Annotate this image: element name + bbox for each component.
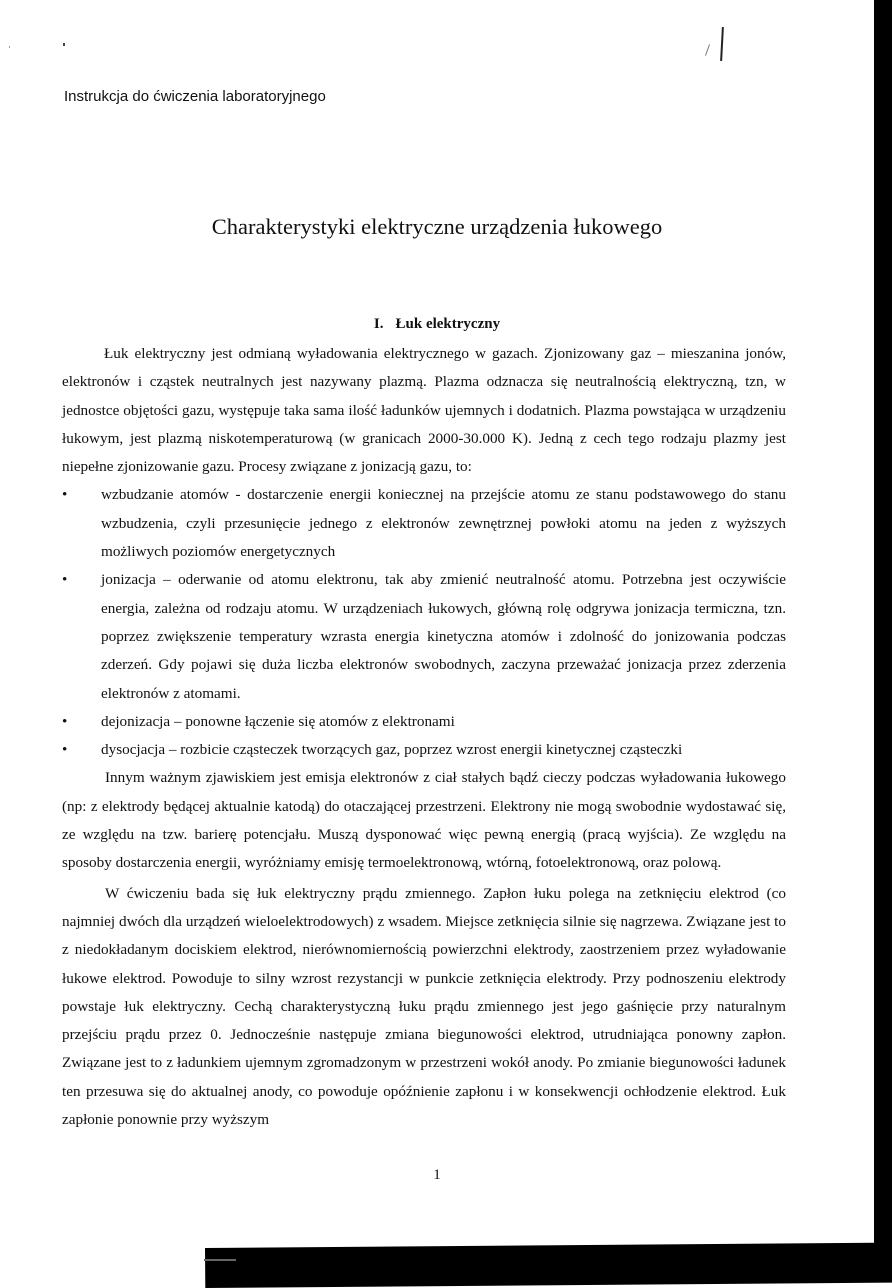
page-number: 1 bbox=[433, 1167, 441, 1183]
bullet-icon: • bbox=[62, 712, 68, 730]
scan-dot bbox=[63, 43, 65, 46]
scan-artifact-mark bbox=[720, 27, 724, 61]
document-title bbox=[0, 214, 874, 240]
document-body bbox=[62, 340, 786, 1134]
list-item-text: dejonizacja – ponowne łączenie się atomów z elektronami bbox=[101, 712, 455, 730]
scan-edge-right bbox=[874, 0, 892, 1261]
section-title: Łuk elektryczny bbox=[395, 316, 501, 332]
scan-dot bbox=[9, 46, 10, 48]
list-item bbox=[62, 566, 786, 707]
section-heading bbox=[0, 316, 874, 333]
bullet-icon: • bbox=[62, 741, 68, 759]
title-text: Charakterystyki elektryczne urządzenia łukowego bbox=[211, 214, 663, 239]
bullet-icon: • bbox=[62, 486, 68, 504]
exercise-paragraph: W ćwiczeniu bada się łuk elektryczny prądu zmiennego. Zapłon łuku polega na zetknięciu elektrod (co najmniej dwóch dla urządzeń wieloelektrodowych) z wsadem. Miejsce zetknięcia silnie się nagrzewa. Związane jest to z niedokładanym dociskiem elektrod, nierównomiernością powierzchni elektrody, zaostrzeniem przez wyładowanie łukowe elektrod. Powoduje to silny wzrost rezystancji w punkcie zetknięcia elektrody. Przy podnoszeniu elektrody powstaje łuk elektryczny. Cechą charakterystyczną łuku prądu zmiennego jest jego gaśnięcie przy naturalnym przejściu prądu przez 0. Jednocześnie następuje zmiana biegunowości elektrod, utrudniająca ponowny zapłon. Związane jest to z ładunkiem ujemnym zgromadzonym w przestrzeni wokół anody. Po zmianie biegunowości ładunek ten przesuwa się do aktualnej anody, co powoduje opóźnienie zapłonu i w konsekwencji ochłodzenie elektrod. Łuk zapłonie ponownie przy wyższym bbox=[62, 884, 786, 1129]
list-item-text: dysocjacja – rozbicie cząsteczek tworzących gaz, poprzez wzrost energii kinetycznej cząsteczki bbox=[101, 741, 683, 759]
scan-edge-bottom bbox=[205, 1243, 892, 1288]
document-header: Instrukcja do ćwiczenia laboratoryjnego bbox=[64, 88, 326, 105]
processes-list bbox=[62, 481, 786, 764]
emission-paragraph: Innym ważnym zjawiskiem jest emisja elektronów z ciał stałych bądź cieczy podczas wyładowania łukowego (np: z elektrody będącej aktualnie katodą) do otaczającej przestrzeni. Elektrony nie mogą swobodnie wydostawać się, ze względu na tzw. barierę potencjału. Muszą dysponować więc pewną energią (pracą wyjścia). Ze względu na sposoby dostarczenia energii, wyróżniamy emisję termoelektronową, wtórną, fotoelektronową, oraz polową. bbox=[62, 769, 786, 872]
list-item-text: jonizacja – oderwanie od atomu elektronu, tak aby zmienić neutralność atomu. Potrzebna jest oczywiście energia, zależna od rodzaju atomu. W urządzeniach łukowych, główną rolę odgrywa jonizacja termiczna, tzn. poprzez zwiększenie temperatury wzrasta energia kinetyczna atomów i zdolność do jonizowania podczas zderzeń. Gdy pojawi się duża liczba elektronów swobodnych, zaczyna przeważać jonizacja przez zderzenia elektronów z atomami. bbox=[101, 571, 786, 702]
bullet-icon: • bbox=[62, 571, 68, 589]
scan-artifact-slash bbox=[705, 44, 710, 56]
section-number: I. bbox=[373, 316, 384, 332]
list-item-text: wzbudzanie atomów - dostarczenie energii koniecznej na przejście atomu ze stanu podstawowego do stanu wzbudzenia, czyli przesunięcie jednego z elektronów zewnętrznej powłoki atomu na jeden z wyższych możliwych poziomów energetycznych bbox=[101, 486, 786, 561]
list-item bbox=[62, 708, 786, 736]
list-item bbox=[62, 481, 786, 566]
intro-paragraph: Łuk elektryczny jest odmianą wyładowania elektrycznego w gazach. Zjonizowany gaz – mieszanina jonów, elektronów i cząstek neutralnych jest nazywany plazmą. Plazma odznacza się neutralnością elektryczną, tzn, w jednostce objętości gazu, występuje taka sama ilość ładunków ujemnych i dodatnich. Plazma powstająca w urządzeniu łukowym, jest plazmą niskotemperaturową (w granicach 2000-30.000 K). Jedną z cech tego rodzaju plazmy jest niepełne zjonizowanie gazu. Procesy związane z jonizacją gazu, to: bbox=[62, 345, 786, 476]
list-item bbox=[62, 736, 786, 764]
